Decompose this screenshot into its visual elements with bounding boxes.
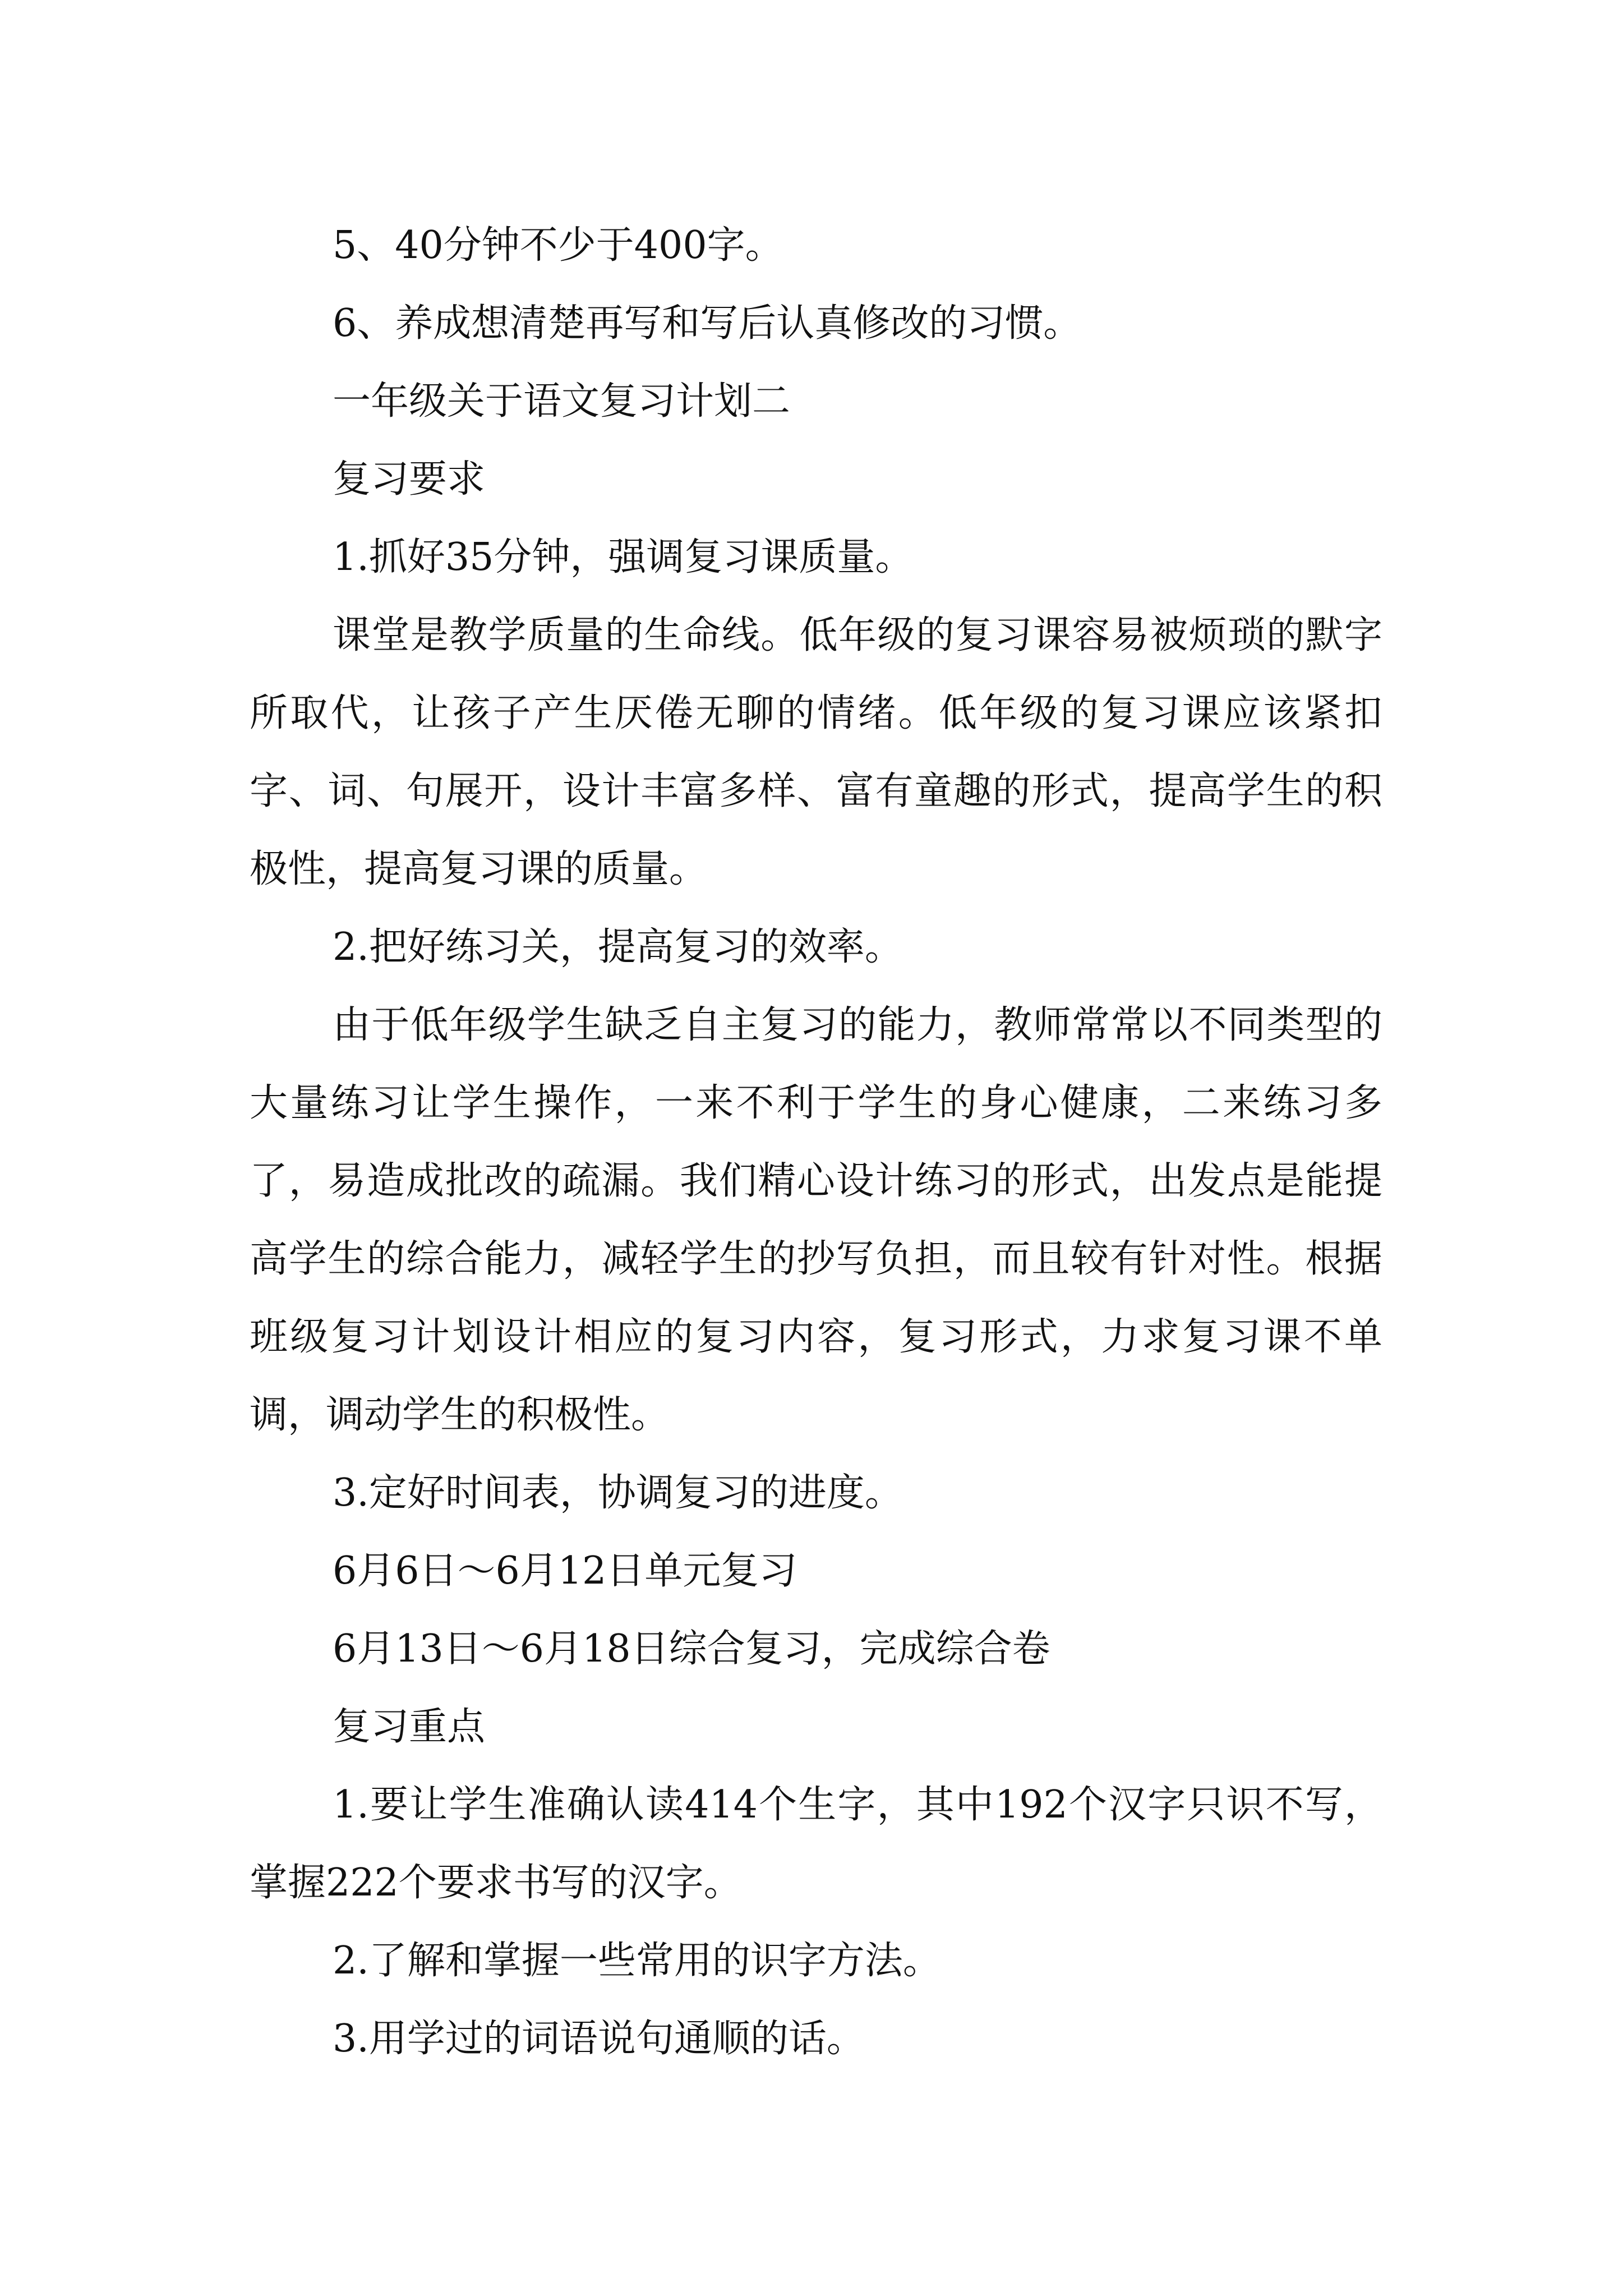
requirement-1: 1.抓好35分钟，强调复习课质量。 [333,535,914,579]
key-point-1: 1.要让学生准确认读414个生字，其中192个汉字只识不写，掌握222个要求书写的汉字。 [250,1783,1382,1905]
key-point-3: 3.用学过的词语说句通顺的话。 [333,2017,865,2061]
key-point-2: 2.了解和掌握一些常用的识字方法。 [333,1939,941,1983]
subheading-requirements: 复习要求 [333,457,486,501]
schedule-item-1: 6月6日～6月12日单元复习 [333,1549,797,1593]
section-title: 一年级关于语文复习计划二 [333,379,791,424]
paragraph-classroom: 课堂是教学质量的生命线。低年级的复习课容易被烦琐的默字所取代，让孩子产生厌倦无聊的情绪。低年级的复习课应该紧扣字、词、句展开，设计丰富多样、富有童趣的形式，提高学生的积极性，提高复习课的质量。 [250,613,1382,891]
schedule-item-2: 6月13日～6月18日综合复习，完成综合卷 [333,1627,1050,1671]
document-body [250,206,1382,2078]
subheading-key-points: 复习重点 [333,1705,486,1749]
requirement-2: 2.把好练习关，提高复习的效率。 [333,925,903,969]
paragraph-item-6: 6、养成想清楚再写和写后认真修改的习惯。 [333,301,1082,346]
paragraph-item-5: 5、40分钟不少于400字。 [333,223,783,268]
requirement-3: 3.定好时间表，协调复习的进度。 [333,1471,903,1515]
paragraph-practice: 由于低年级学生缺乏自主复习的能力，教师常常以不同类型的大量练习让学生操作，一来不利于学生的身心健康，二来练习多了，易造成批改的疏漏。我们精心设计练习的形式，出发点是能提高学生的综合能力，减轻学生的抄写负担，而且较有针对性。根据班级复习计划设计相应的复习内容，复习形式，力求复习课不单调，调动学生的积极性。 [250,1003,1382,1437]
